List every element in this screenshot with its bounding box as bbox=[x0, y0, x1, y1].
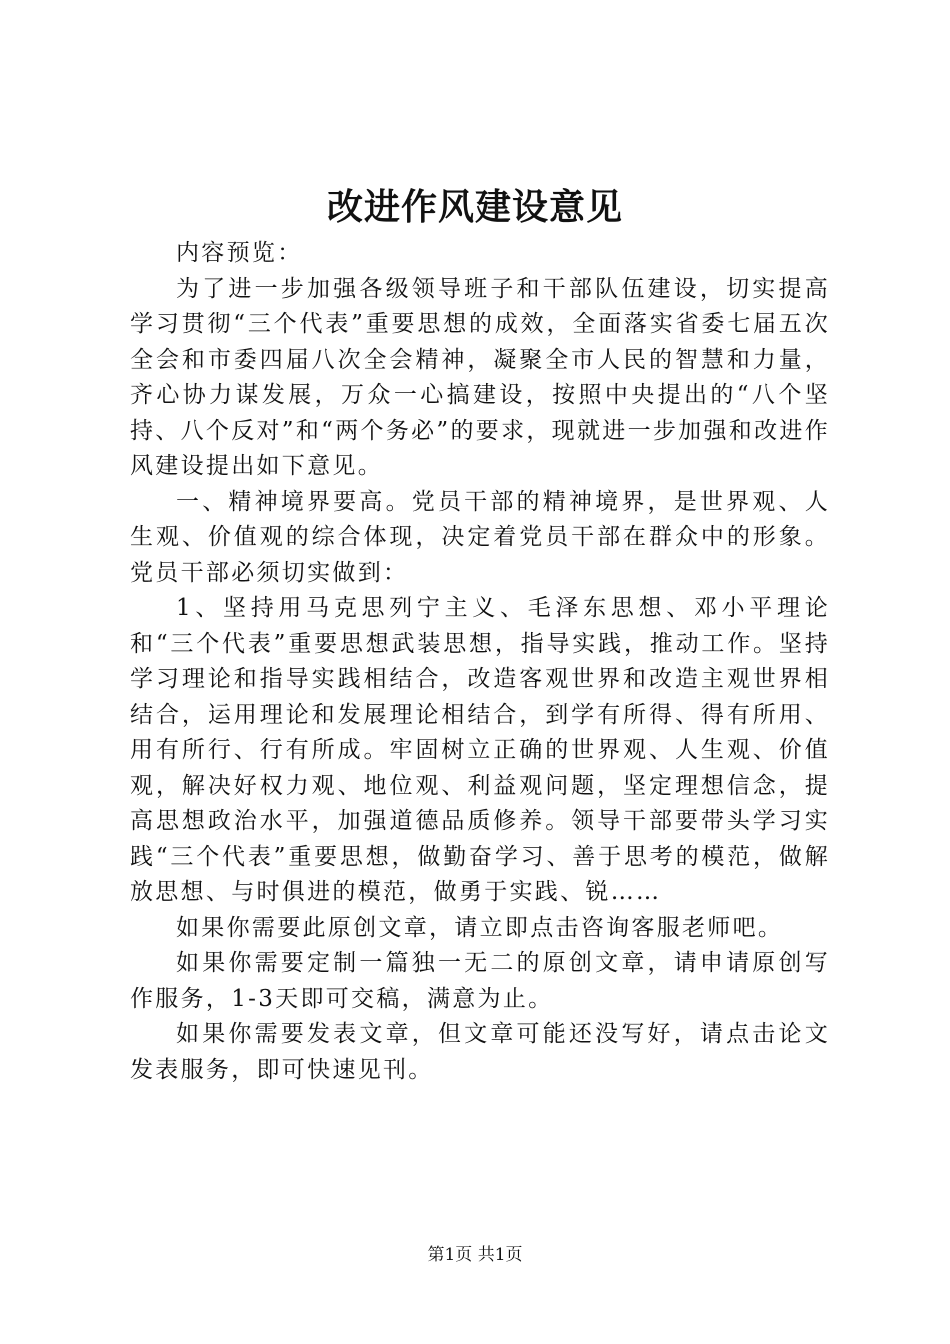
custom-writing-paragraph[interactable]: 如果你需要定制一篇独一无二的原创文章，请申请原创写作服务，1-3天即可交稿，满意为止。 bbox=[130, 950, 830, 1012]
item-one-paragraph: 1、坚持用马克思列宁主义、毛泽东思想、邓小平理论和“三个代表”重要思想武装思想，指导实践，推动工作。坚持学习理论和指导实践相结合，改造客观世界和改造主观世界相结合，运用理论和发展理论相结合，到学有所得、得有所用、用有所行、行有所成。牢固树立正确的世界观、人生观、价值观，解决好权力观、地位观、利益观问题，坚定理想信念，提高思想政治水平，加强道德品质修养。领导干部要带头学习实践“三个代表”重要思想，做勤奋学习、善于思考的模范，做解放思想、与时俱进的模范，做勇于实践、锐…… bbox=[130, 595, 830, 905]
intro-paragraph: 为了进一步加强各级领导班子和干部队伍建设，切实提高学习贯彻“三个代表”重要思想的成效，全面落实省委七届五次全会和市委四届八次全会精神，凝聚全市人民的智慧和力量，齐心协力谋发展，万众一心搞建设，按照中央提出的“八个坚持、八个反对”和“两个务必”的要求，现就进一步加强和改进作风建设提出如下意见。 bbox=[130, 275, 830, 479]
consult-link-paragraph[interactable]: 如果你需要此原创文章，请立即点击咨询客服老师吧。 bbox=[176, 914, 784, 941]
document-body bbox=[130, 236, 830, 1088]
page-footer: 第1页 共1页 bbox=[427, 1245, 523, 1265]
preview-label: 内容预览： bbox=[176, 240, 303, 266]
section-one-paragraph: 一、精神境界要高。党员干部的精神境界，是世界观、人生观、价值观的综合体现，决定着党员干部在群众中的形象。党员干部必须切实做到： bbox=[130, 488, 830, 586]
document-title: 改进作风建设意见 bbox=[326, 186, 623, 228]
publish-service-paragraph[interactable]: 如果你需要发表文章，但文章可能还没写好，请点击论文发表服务，即可快速见刊。 bbox=[130, 1021, 830, 1083]
